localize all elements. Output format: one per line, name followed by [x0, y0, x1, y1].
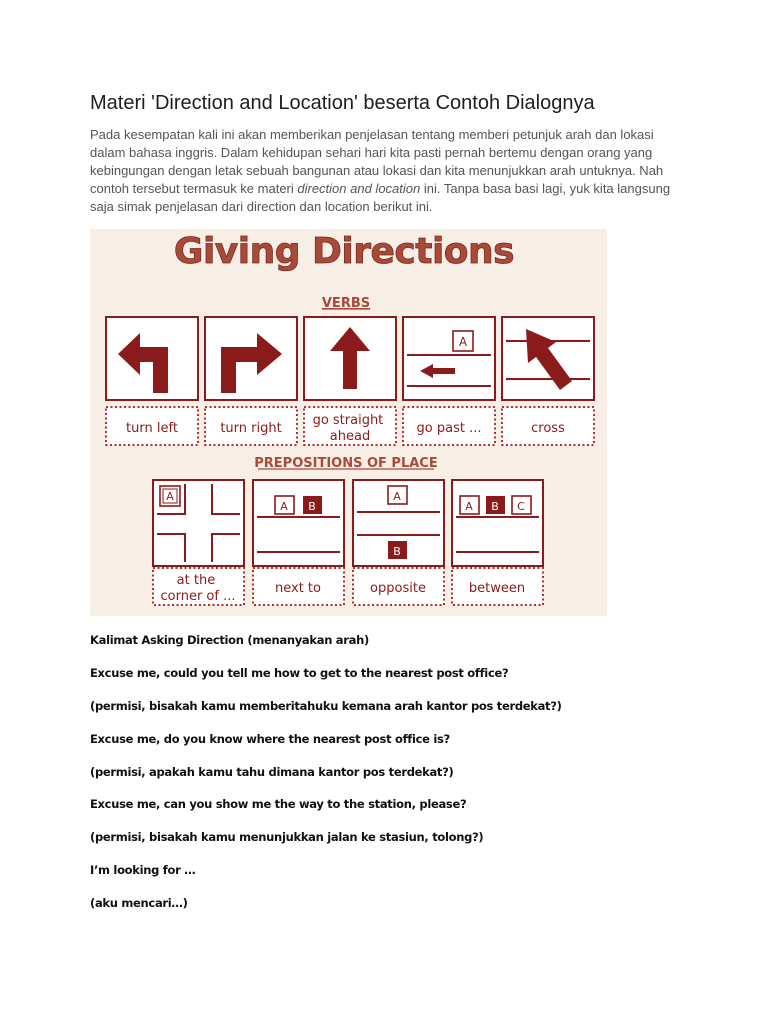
intro-text-end: ini. Tanpa basa basi lagi, yuk kita langsung saja simak penjelasan dari direction dan location berikut ini. [90, 181, 671, 214]
verb-label-cross [502, 407, 594, 445]
between-letter-b: B [491, 500, 499, 513]
preposition-label-corner [153, 568, 244, 605]
giving-directions-figure [90, 229, 607, 616]
between-letter-c: C [517, 500, 525, 513]
next-to-diagram-icon [253, 480, 344, 566]
arrow-turn-left-icon [106, 317, 198, 400]
giving-directions-svg [90, 229, 607, 616]
go-straight-line2: ahead [329, 429, 371, 444]
corner-diagram-icon [153, 480, 244, 566]
dialog-heading: Kalimat Asking Direction (menanyakan arah) [90, 633, 369, 647]
corner-label-line1: at the [176, 573, 216, 588]
dialog-line: Excuse me, could you tell me how to get to the nearest post office? [90, 666, 509, 680]
preposition-label-opposite [353, 568, 444, 605]
corner-box-letter: A [166, 490, 174, 503]
dialog-translation: (permisi, bisakah kamu memberitahuku kemana arah kantor pos terdekat?) [90, 699, 562, 713]
intro-text-start: Pada kesempatan kali ini akan memberikan penjelasan tentang memberi petunjuk arah dan lokasi dalam bahasa inggris. Dalam kehidupan sehari hari kita pasti pernah bertemu dengan orang yang kebingungan dengan letak sebuah bangunan atau lokasi dan kita menunjukkan arah untuknya. Nah contoh tersebut termasuk ke materi [90, 127, 664, 196]
intro-paragraph [90, 126, 680, 216]
prepositions-heading: PREPOSITIONS OF PLACE [254, 456, 438, 471]
arrow-straight-icon [304, 317, 396, 400]
svg-text:turn left: turn left [126, 421, 178, 436]
dialog-translation: (permisi, bisakah kamu menunjukkan jalan ke stasiun, tolong?) [90, 830, 484, 844]
between-diagram-icon [452, 480, 543, 566]
between-letter-a: A [465, 500, 473, 513]
svg-text:turn right: turn right [220, 421, 282, 436]
dialog-line: Excuse me, can you show me the way to the station, please? [90, 797, 467, 811]
go-past-box-letter: A [458, 335, 468, 349]
verb-label-turn-right [205, 407, 297, 445]
go-past-icon [403, 317, 495, 400]
corner-label-line2: corner of ... [160, 589, 236, 604]
cross-road-icon [502, 317, 594, 400]
verb-label-go-past [403, 407, 495, 445]
svg-text:go past ...: go past ... [416, 421, 482, 436]
page-title: Materi 'Direction and Location' beserta Contoh Dialognya [90, 92, 595, 114]
svg-text:next to: next to [275, 581, 321, 596]
svg-text:between: between [468, 581, 526, 596]
opposite-letter-a: A [393, 490, 401, 503]
arrow-turn-right-icon [205, 317, 297, 400]
verb-label-go-straight-ahead [304, 407, 396, 445]
svg-text:opposite: opposite [370, 581, 426, 596]
preposition-label-next-to [253, 568, 344, 605]
verb-label-turn-left [106, 407, 198, 445]
dialog-line: Excuse me, do you know where the nearest post office is? [90, 732, 450, 746]
next-to-letter-b: B [308, 500, 316, 513]
opposite-letter-b: B [393, 545, 401, 558]
intro-emphasis: direction and location [297, 181, 421, 196]
next-to-letter-a: A [280, 500, 288, 513]
opposite-diagram-icon [353, 480, 444, 566]
dialog-translation: (permisi, apakah kamu tahu dimana kantor pos terdekat?) [90, 765, 454, 779]
go-straight-line1: go straight [312, 413, 384, 428]
verbs-heading: VERBS [321, 296, 371, 311]
dialog-line: I’m looking for … [90, 863, 196, 877]
preposition-label-between [452, 568, 543, 605]
svg-text:cross: cross [531, 421, 565, 436]
figure-title: Giving Directions [173, 231, 515, 272]
dialog-translation: (aku mencari…) [90, 896, 188, 910]
